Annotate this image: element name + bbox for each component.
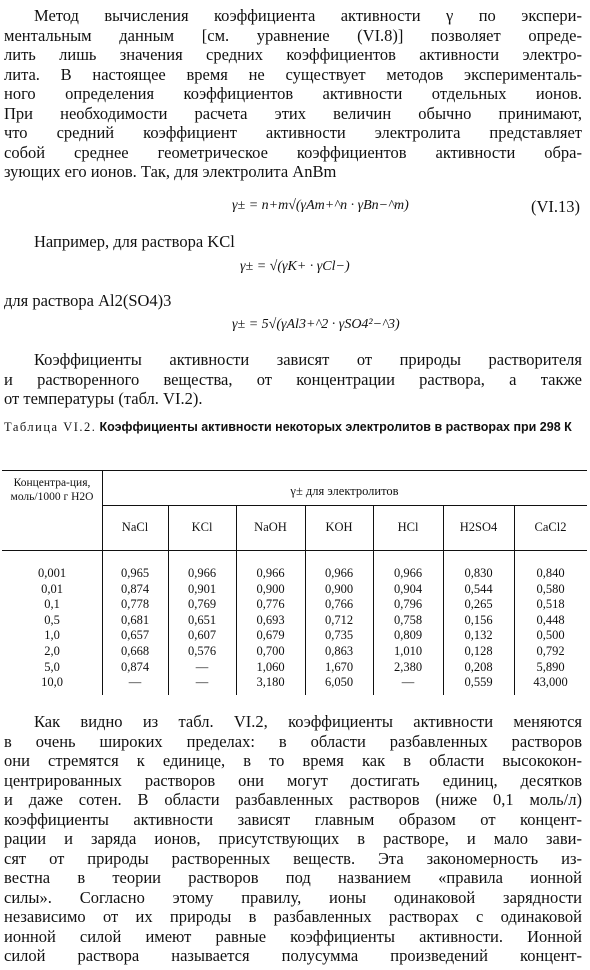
- table-cell: —: [401, 675, 415, 690]
- table-cell: 0,128: [464, 644, 493, 658]
- table-cell: 0,966: [187, 566, 217, 580]
- table-cell: 0,769: [187, 597, 217, 612]
- column-header: KOH: [325, 520, 353, 534]
- table-cell: —: [195, 659, 209, 674]
- table-cell-concentration: 0,001: [37, 566, 67, 580]
- formula-al: γ± = 5√(γAl3+^2 · γSO4²−^3): [232, 317, 400, 332]
- table-cell: 0,700: [256, 644, 285, 658]
- text-line: от температуры (табл. VI.2).: [4, 389, 203, 408]
- text-line: Как видно из табл. VI.2, коэффициенты активности меняются: [34, 712, 582, 731]
- table-cell: 1,060: [256, 659, 285, 674]
- paragraph-dependence: [4, 350, 582, 409]
- table-cell: 0,840: [536, 566, 565, 580]
- paragraph-intro: [4, 6, 582, 182]
- table-caption: [4, 420, 584, 435]
- text-line: ментальным данным [см. уравнение (VI.8)] позволяет опреде-: [4, 25, 582, 45]
- text-line: силой раствора называется полусумма произведений концент-: [4, 946, 582, 965]
- table-cell: 0,900: [256, 581, 285, 596]
- text-line: рации и заряда ионов, присутствующих в растворе, и мало зави-: [4, 829, 582, 848]
- table-cell: 1,010: [393, 644, 423, 658]
- table-cell: —: [195, 675, 209, 690]
- table-cell: 43,000: [533, 675, 568, 690]
- table-cell-concentration: 0,1: [44, 597, 60, 612]
- table-cell: 0,796: [393, 597, 423, 612]
- table-cell: 0,518: [536, 597, 565, 612]
- column-header: H2SO4: [459, 520, 498, 534]
- table-cell: 0,679: [256, 628, 285, 643]
- table-caption-title: Коэффициенты активности некоторых электролитов в растворах при 298 К: [99, 420, 572, 434]
- example-kcl-text: Например, для раствора KCl: [34, 232, 235, 251]
- table-cell: 0,776: [256, 597, 285, 612]
- table-cell: 0,735: [324, 628, 354, 643]
- formula-kcl: γ± = √(γK+ · γCl−): [240, 259, 350, 274]
- text-line: силы». Согласно этому правилу, ионы одинаковой зарядности: [4, 887, 582, 907]
- table-caption-lead: Таблица VI.2.: [4, 420, 97, 434]
- table-cell-concentration: 1,0: [44, 628, 60, 643]
- formula-vi13: γ± = n+m√(γAm+^n · γBn−^m): [232, 198, 409, 213]
- table-cell: 0,874: [120, 659, 150, 674]
- text-line: лита. В настоящее время не существует методов эксперименталь-: [4, 64, 582, 84]
- table-cell: 0,580: [536, 581, 565, 596]
- text-line: вестна в теории растворов под названием «правила ионной: [4, 868, 582, 887]
- table-cell: 0,965: [120, 566, 150, 580]
- table-cell: 2,380: [393, 659, 423, 674]
- table-cell: 0,966: [256, 566, 285, 580]
- table-cell: 0,809: [393, 628, 423, 643]
- table-cell: 0,863: [324, 644, 354, 658]
- text-line: и растворенного вещества, от концентрации раствора, а также: [4, 369, 582, 389]
- table-cell: 0,712: [324, 612, 354, 627]
- column-header: KCl: [191, 520, 213, 534]
- table-cell-concentration: 2,0: [44, 644, 60, 658]
- table-cell: 0,792: [536, 644, 565, 658]
- column-header: NaCl: [121, 520, 149, 534]
- table-cell: 0,657: [120, 628, 150, 643]
- table-cell: 0,208: [464, 659, 493, 674]
- table-cell: 1,670: [324, 659, 354, 674]
- text-line: зующих его ионов. Так, для электролита AnBm: [4, 162, 337, 181]
- table-cell: 0,544: [464, 581, 493, 596]
- table-cell: 0,156: [464, 612, 493, 627]
- column-header: CaCl2: [534, 520, 567, 534]
- text-line: в очень широких пределах: в области разбавленных растворов: [4, 731, 582, 751]
- text-line: и даже сотен. В области разбавленных растворов (ниже 0,1 моль/л): [4, 790, 582, 809]
- text-line: Метод вычисления коэффициента активности γ по экспери-: [34, 6, 582, 25]
- row-header: Концентра-ция, моль/1000 г H2O: [10, 477, 94, 503]
- table-cell: 0,607: [187, 628, 217, 643]
- table-cell-concentration: 0,5: [44, 612, 60, 627]
- text-line: Коэффициенты активности зависят от природы растворителя: [34, 350, 582, 369]
- table-cell: 0,681: [120, 612, 150, 627]
- text-line: ионной силой имеют равные коэффициенты активности. Ионной: [4, 926, 582, 946]
- table-cell: 0,132: [464, 628, 493, 643]
- table-cell: 0,901: [187, 581, 217, 596]
- table-cell: 0,448: [536, 612, 565, 627]
- table-cell: 0,966: [324, 566, 354, 580]
- table-cell: 0,900: [324, 581, 354, 596]
- table-cell: 0,766: [324, 597, 354, 612]
- text-line: сят от природы растворенных веществ. Эта закономерность из-: [4, 848, 582, 868]
- table-cell: 0,500: [536, 628, 565, 643]
- table-cell: 0,778: [120, 597, 150, 612]
- table-cell: 0,904: [393, 581, 423, 596]
- table-top-rule: [2, 470, 587, 471]
- table-cell: 0,693: [256, 612, 285, 627]
- table-cell: 0,265: [464, 597, 493, 612]
- text-line: При необходимости расчета этих величин обычно принимают,: [4, 103, 582, 123]
- equation-number: (VI.13): [530, 197, 580, 216]
- table-cell: 0,966: [393, 566, 423, 580]
- table-cell: —: [128, 675, 142, 690]
- table-cell: 6,050: [324, 675, 354, 690]
- paragraph-discussion: [4, 712, 582, 966]
- table-cell: 0,576: [187, 644, 217, 658]
- text-line: ного определения коэффициентов активности отдельных ионов.: [4, 84, 582, 103]
- table-cell-concentration: 5,0: [44, 659, 60, 674]
- table-cell: 0,668: [120, 644, 150, 658]
- text-line: что средний коэффициент активности электролита представляет: [4, 123, 582, 142]
- header-bottom-rule: [2, 550, 587, 551]
- table-cell-concentration: 10,0: [41, 675, 63, 690]
- column-header: HCl: [397, 520, 419, 534]
- text-line: коэффициенты активности зависят главным образом от концент-: [4, 809, 582, 829]
- table-cell: 5,890: [536, 659, 565, 674]
- text-line: они стремятся к единице, в то время как в области высококон-: [4, 751, 582, 770]
- text-line: центрированных растворов они могут достигать единиц, десятков: [4, 770, 582, 790]
- text-line: собой среднее геометрическое коэффициентов активности обра-: [4, 142, 582, 162]
- example-al-text: для раствора Al2(SO4)3: [4, 291, 172, 310]
- table-cell: 0,651: [187, 612, 217, 627]
- text-line: независимо от их природы в разбавленных растворах с одинаковой: [4, 907, 582, 926]
- table-cell: 0,874: [120, 581, 150, 596]
- group-header: γ± для электролитов: [290, 484, 399, 498]
- table-cell: 0,830: [464, 566, 493, 580]
- column-header: NaOH: [254, 520, 287, 534]
- table-cell: 0,758: [393, 612, 423, 627]
- text-line: лить лишь значения средних коэффициентов активности электро-: [4, 45, 582, 64]
- table-cell-concentration: 0,01: [41, 581, 63, 596]
- table-cell: 3,180: [256, 675, 285, 690]
- table-cell: 0,559: [464, 675, 493, 690]
